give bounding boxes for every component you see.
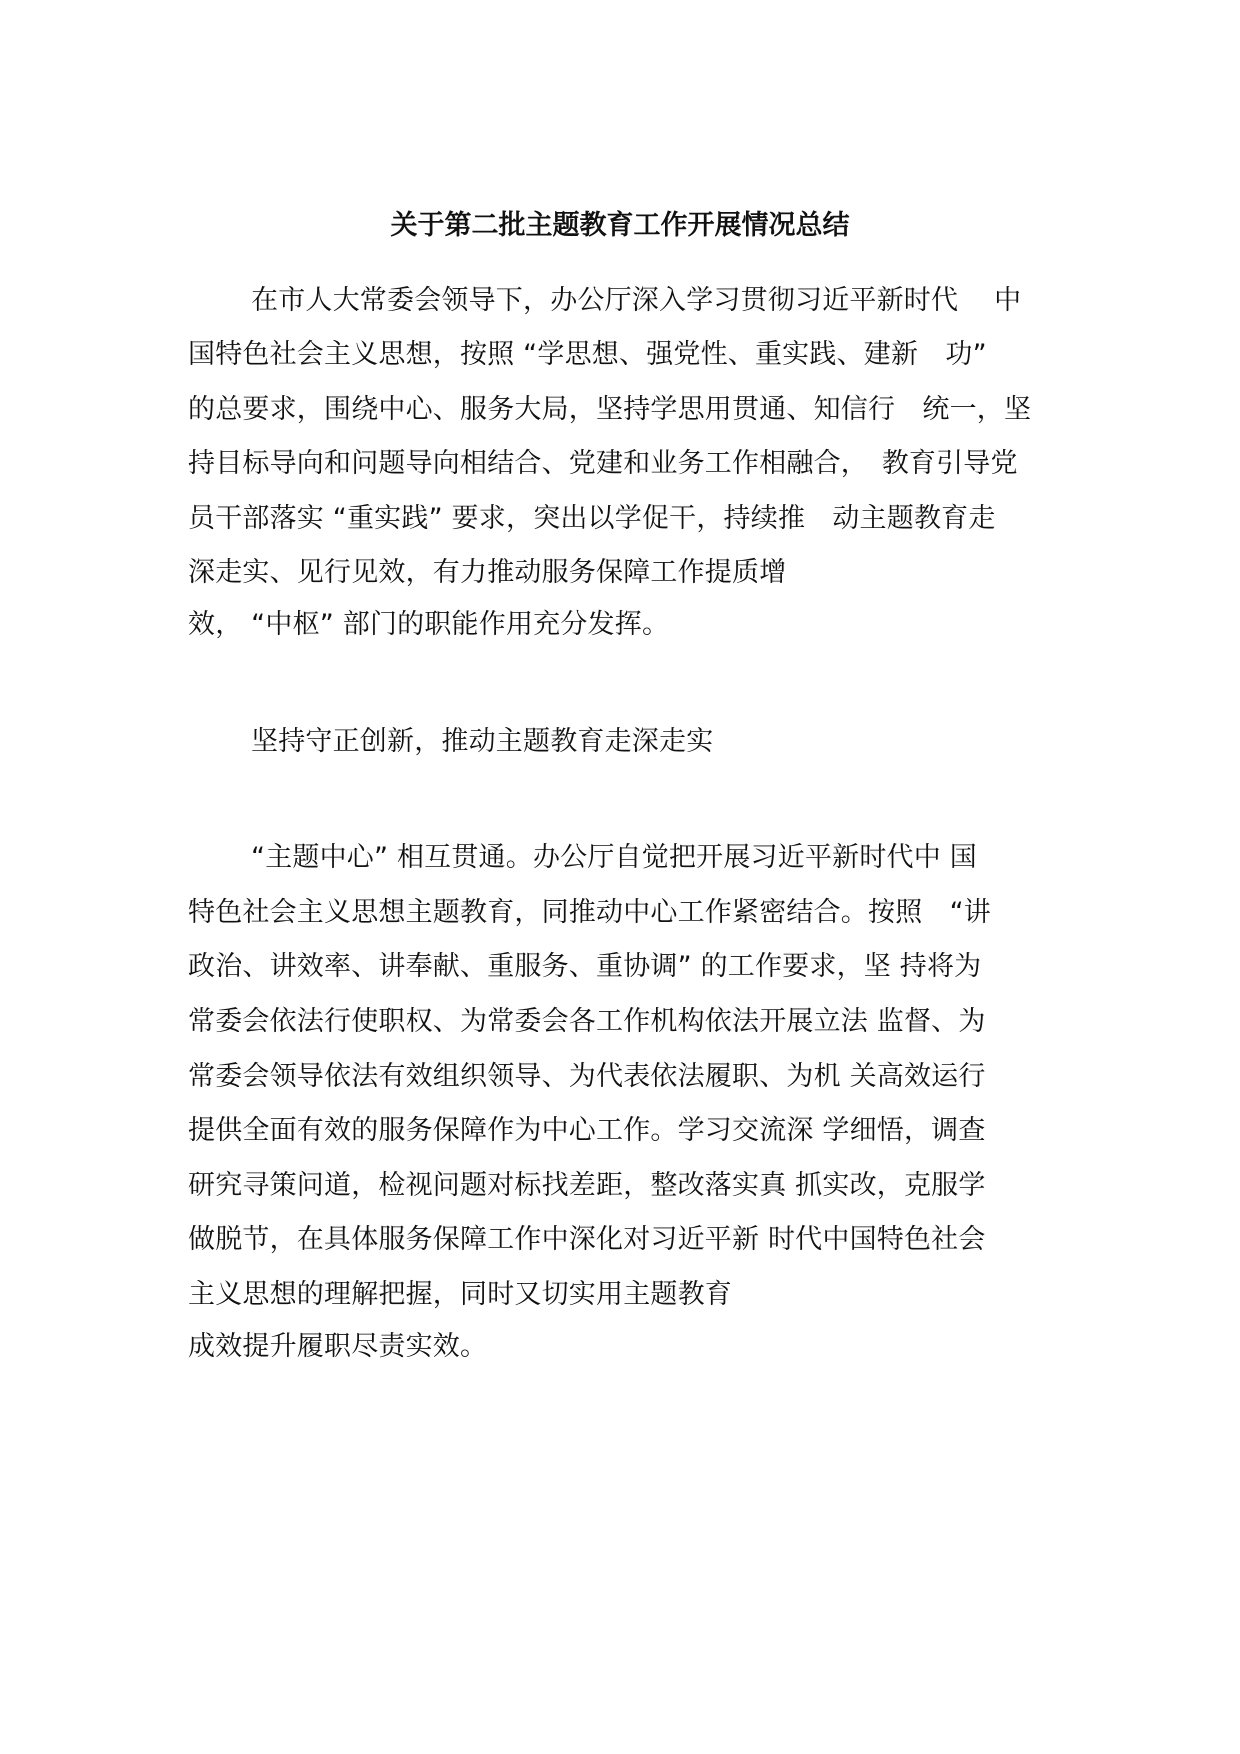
paragraph-1-line-2: 国特色社会主义思想，按照 “学思想、强党性、重实践、建新 功” [188, 339, 987, 370]
paragraph-1-line-6: 深走实、见行见效，有力推动服务保障工作提质增 [188, 557, 787, 588]
document-title: 关于第二批主题教育工作开展情况总结 [390, 210, 850, 241]
paragraph-2-line-10: 成效提升履职尽责实效。 [188, 1331, 488, 1362]
paragraph-2-line-3: 政治、讲效率、讲奉献、重服务、重协调” 的工作要求，坚 持将为 [188, 951, 982, 982]
paragraph-2-line-4: 常委会依法行使职权、为常委会各工作机构依法开展立法 监督、为 [188, 1006, 986, 1037]
paragraph-1-line-4: 持目标导向和问题导向相结合、党建和业务工作相融合， 教育引导党 [188, 448, 1018, 479]
paragraph-2-line-1: “主题中心” 相互贯通。办公厅自觉把开展习近平新时代中 国 [251, 842, 977, 873]
paragraph-1-line-3: 的总要求，围绕中心、服务大局，坚持学思用贯通、知信行 统一，坚 [188, 394, 1032, 425]
paragraph-2-line-8: 做脱节，在具体服务保障工作中深化对习近平新 时代中国特色社会 [188, 1224, 986, 1255]
paragraph-1-line-1: 在市人大常委会领导下，办公厅深入学习贯彻习近平新时代 中 [251, 285, 1022, 316]
paragraph-1-line-7: 效， “中枢” 部门的职能作用充分发挥。 [188, 609, 670, 640]
paragraph-2-line-6: 提供全面有效的服务保障作为中心工作。学习交流深 学细悟，调查 [188, 1115, 986, 1146]
paragraph-2-line-5: 常委会领导依法有效组织领导、为代表依法履职、为机 关高效运行 [188, 1061, 986, 1092]
paragraph-2-line-2: 特色社会主义思想主题教育，同推动中心工作紧密结合。按照 “讲 [188, 897, 991, 928]
paragraph-1-line-5: 员干部落实 “重实践” 要求，突出以学促干，持续推 动主题教育走 [188, 503, 996, 534]
paragraph-2-line-7: 研究寻策问道，检视问题对标找差距，整改落实真 抓实改，克服学 [188, 1170, 986, 1201]
section-heading: 坚持守正创新，推动主题教育走深走实 [251, 726, 714, 757]
paragraph-2-line-9: 主义思想的理解把握，同时又切实用主题教育 [188, 1279, 732, 1310]
